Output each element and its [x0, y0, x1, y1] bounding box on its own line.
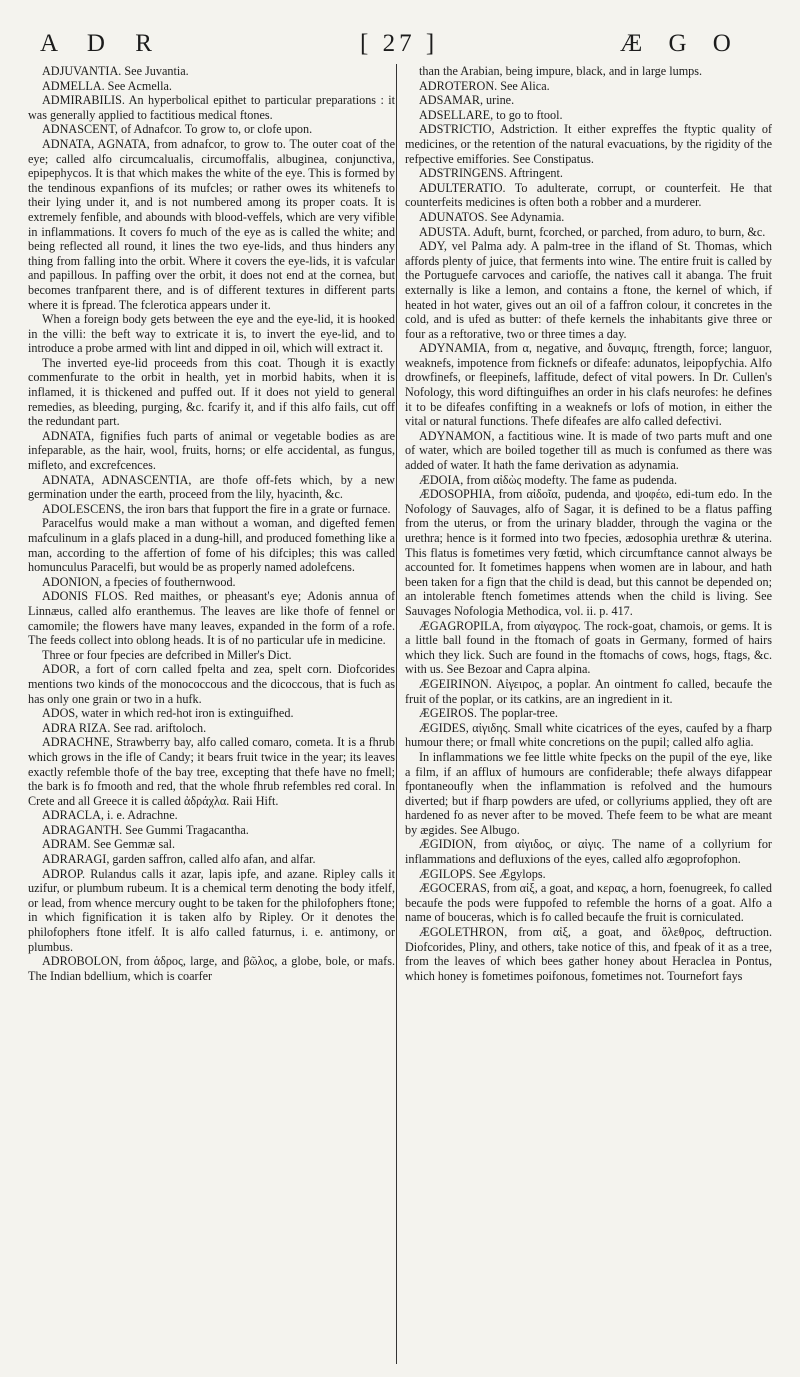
dictionary-entry: ADROTERON. See Alica. [419, 78, 550, 93]
dictionary-entry: than the Arabian, being impure, black, and in large lumps. [419, 64, 703, 78]
dictionary-entry: ADJUVANTIA. See Juvantia. [42, 64, 189, 78]
dictionary-entry: In inflammations we fee little white fpecks on the pupil of the eye, like a film, if an afflux of humours are confiderable; thefe always difappear fpontaneoufly when the inflammation is refolved and the humours diverted; but if fharp powders are ufed, or collyriums applied, they oft are hardened fo as never after to be moved. Thefe feem to be what are meant by ægides. See Albugo. [405, 749, 772, 837]
header-right-guideword: Æ G O [620, 30, 741, 57]
dictionary-entry: ADUSTA. Aduft, burnt, fcorched, or parched, from aduro, to burn, &c. [419, 224, 766, 239]
header-left-guideword: A D R [40, 30, 164, 57]
dictionary-entry: ADRARAGI, garden saffron, called alfo afan, and alfar. [42, 852, 316, 867]
dictionary-entry: ÆGAGROPILA, from αἰγαγρος. The rock-goat, chamois, or gems. It is a little ball found in the ftomach of goats in Germany, formed of hairs which they lick. Such are found in the ftomachs of cows, hogs, ftags, &c. with us. See Bezoar and Capra alpina. [405, 618, 772, 677]
dictionary-entry: ADRACHNE, Strawberry bay, alfo called comaro, cometa. It is a fhrub which grows in the ifle of Candy; it bears fruit twice in the year; its leaves exactly refemble thofe of the bay tree, excepting that thefe have no fmell; the bark is fo fmooth and red, that the whole fhrub refembles red coral. In Crete and all Greece it is called ἀδράχλα. Raii Hift. [28, 735, 395, 808]
dictionary-entry: Paracelfus would make a man without a woman, and digefted femen mafculinum in a glafs placed in a dung-hill, and produced fomething like a man, according to the affertion of fome of his difciples; this was called homunculus Paracelfi, but would be as properly named adolefcens. [28, 516, 395, 575]
dictionary-entry: ADYNAMIA, from α, negative, and δυναμις, ftrength, force; languor, weaknefs, impotence from ficknefs or difeafe: adunatos, leipopfychia. Alfo drowfinefs, or fleepinefs, laffitude, defect of vital powers. In Dr. Cullen's Nofology, this word diftinguifhes an order in his clafs neurofes: he defines it to be difeafes confifting in a weaknefs or lofs of motion, in either the vital or natural functions. Thefe difeafes are alfo called defectivi. [405, 341, 772, 429]
dictionary-entry: ADRAM. See Gemmæ sal. [42, 837, 176, 852]
dictionary-entry: ÆGOCERAS, from αἰξ, a goat, and κερας, a horn, foenugreek, fo called becaufe the pods were fuppofed to refemble the horns of a goat. Alfo a name of bouceras, which is fo called becaufe the fruit is corniculated. [405, 881, 772, 925]
dictionary-entry: ADUNATOS. See Adynamia. [419, 209, 565, 224]
page-number: [ 27 ] [360, 30, 439, 57]
dictionary-entry: ÆDOIA, from αἰδὼς modefty. The fame as pudenda. [419, 472, 678, 487]
dictionary-entry: ADRA RIZA. See rad. ariftoloch. [42, 720, 207, 735]
dictionary-entry: ADONIS FLOS. Red maithes, or pheasant's eye; Adonis annua of Linnæus, called alfo eranthemus. The leaves are like thofe of fennel or camomile; the flowers have many leaves, expanded in the form of a rofe. The feeds collect into oblong heads. It is of no particular ufe in medicine. [28, 589, 395, 648]
dictionary-entry: The inverted eye-lid proceeds from this coat. Though it is exactly commenfurate to the orbit in health, yet in morbid habits, when it is inflamed, it is thickened and puffed out. If it does not yield to general remedies, as bleeding, purging, &c. fcarify it, and if this alfo fails, cut off the redundant part. [28, 355, 395, 429]
dictionary-entry: ADYNAMON, a factitious wine. It is made of two parts muft and one of water, which are boiled together till as much is confumed as there was added of water. It hath the fame derivation as adynamia. [405, 428, 772, 473]
dictionary-entry: ADSAMAR, urine. [419, 93, 515, 108]
dictionary-entry: Three or four fpecies are defcribed in Miller's Dict. [42, 647, 292, 662]
dictionary-entry: ÆGILOPS. See Ægylops. [419, 866, 546, 881]
dictionary-entry: ADONION, a fpecies of fouthernwood. [42, 574, 236, 589]
dictionary-entry: ADY, vel Palma ady. A palm-tree in the ifland of St. Thomas, which affords plenty of juice, that ferments into wine. The entire fruit is called by the Portuguefe carvoces and cariofſe, the natives call it abanga. The fruit externally is like a lemon, and contains a ftone, the kernel of which, if heated in hot water, gives out an oil of a faffron colour, it concretes in the cold, and is ufed as butter: of thefe kernels the inhabitants give three or four as a reftorative, two or three times a day. [405, 239, 772, 341]
dictionary-entry: ADOR, a fort of corn called fpelta and zea, spelt corn. Diofcorides mentions two kinds of the monococcous and the dicoccous, that is fuch as has only one grain or two in a hufk. [28, 662, 395, 706]
dictionary-entry: ÆDOSOPHIA, from αἰδοῖα, pudenda, and ψοφέω, edi-tum edo. In the Nofology of Sauvages, alfo of Sagar, it is defined to be a flatus paffing from the uterus, or from the urinary bladder, through the vagina or the urethra; hence is it formed into two fpecies, ædosophia urethræ & uterina. This flatus is fometimes very fœtid, which circumftance cannot always be accounted for. It fometimes happens when women are in labour, and hath been taken for a fign that the child is dead, but this cannot be depended on; an intolerable ftench fometimes attends when the child is living. See Sauvages Nofologia Methodica, vol. ii. p. 417. [405, 487, 772, 618]
dictionary-entry: ADRAGANTH. See Gummi Tragacantha. [42, 822, 249, 837]
dictionary-entry: ADNATA, ADNASCENTIA, are thofe off-fets which, by a new germination under the earth, proceed from the lily, hyacinth, &c. [28, 472, 395, 502]
dictionary-entry: ADRACLA, i. e. Adrachne. [42, 808, 178, 823]
dictionary-entry: ÆGOLETHRON, from αἰξ, a goat, and ὄλεθρος, deftruction. Diofcorides, Pliny, and others, take notice of this, and fpeak of it as a tree, from the leaves of which bees gather honey about Heraclea in Pontus, which honey is fometimes poifonous, fometimes not. Tournefort fays [405, 925, 772, 983]
dictionary-entry: ADSTRINGENS. Aftringent. [419, 166, 563, 181]
dictionary-entry: ADMELLA. See Acmella. [42, 78, 172, 93]
dictionary-entry: ADNATA, fignifies fuch parts of animal or vegetable bodies as are infeparable, as the hair, wool, fruits, horns; or elfe accidental, as fungus, mifleto, and excrefcences. [28, 428, 395, 473]
dictionary-entry: ADNATA, AGNATA, from adnafcor, to grow to. The outer coat of the eye; called alfo circumcalualis, circumoffalis, albuginea, conjunctiva, epipephycos. It is that which makes the white of the eye. This is formed by the tendinous expanfions of its mufcles; or rather owes its whitenefs to their lying under it, and is not numbered among its proper coats. It is extremely fenfible, and abounds with blood-veffels, which are very vifible in inflammations. It covers fo much of the eye as is called the white; and being reflected all round, it lines the two eye-lids, and thus hinders any thing from falling into the orbit. Where it covers the eye-lids, it is vafcular and papillous. In paffing over the orbit, it does not end at the cornea, but becomes tranfparent there, and is of different textures in different parts where it is fpread. The fclerotica appears under it. [28, 136, 395, 312]
dictionary-entry: ADOLESCENS, the iron bars that fupport the fire in a grate or furnace. [42, 501, 391, 516]
dictionary-entry: ADOS, water in which red-hot iron is extinguifhed. [42, 706, 294, 721]
dictionary-entry: ÆGEIROS. The poplar-tree. [419, 706, 558, 721]
dictionary-entry: ADROBOLON, from ἁδρος, large, and βῶλος, a globe, bole, or mafs. The Indian bdellium, which is coarfer [28, 954, 395, 983]
dictionary-entry: ADSELLARE, to go to ftool. [419, 107, 563, 122]
dictionary-entry: ADROP. Rulandus calls it azar, lapis ipfe, and azane. Ripley calls it uzifur, or plumbum rubeum. It is a chemical term denoting the body itfelf, or lead, from whence mercury ought to be taken for the philofophers ftone; in which fignification it is taken alfo by Ripley. Or it denotes the philofophers ftone itfelf. It is alfo called faturnus, i. e. antimony, or plumbus. [28, 866, 395, 954]
column-rule [396, 64, 397, 1364]
dictionary-entry: When a foreign body gets between the eye and the eye-lid, it is hooked in the villi: the beft way to extricate it is, to invert the eye-lid, and to introduce a probe armed with lint and dipped in oil, which will extract it. [28, 312, 395, 356]
dictionary-entry: ÆGIDION, from αἰγιδος, or αἰγις. The name of a collyrium for inflammations and defluxions of the eyes, called alfo ægoprofophon. [405, 837, 772, 867]
dictionary-entry: ÆGEIRINON. Αἰγειρος, a poplar. An ointment fo called, becaufe the fruit of the poplar, or its catkins, are an ingredient in it. [405, 676, 772, 706]
left-column [28, 64, 395, 983]
dictionary-entry: ADULTERATIO. To adulterate, corrupt, or counterfeit. He that counterfeits medicines is often both a robber and a murderer. [405, 180, 772, 210]
right-column [405, 64, 772, 983]
dictionary-entry: ADNASCENT, of Adnafcor. To grow to, or clofe upon. [42, 122, 313, 137]
dictionary-entry: ÆGIDES, αἰγιδης. Small white cicatrices of the eyes, caufed by a fharp humour there; or fmall white concretions on the pupil; called alfo aglia. [405, 720, 772, 750]
dictionary-entry: ADSTRICTIO, Adstriction. It either expreffes the ftyptic quality of medicines, or the retention of the natural evacuations, by the rigidity of the refpective emiffories. See Constipatus. [405, 122, 772, 166]
dictionary-entry: ADMIRABILIS. An hyperbolical epithet to particular preparations : it was generally applied to factitious medical ftones. [28, 93, 395, 122]
